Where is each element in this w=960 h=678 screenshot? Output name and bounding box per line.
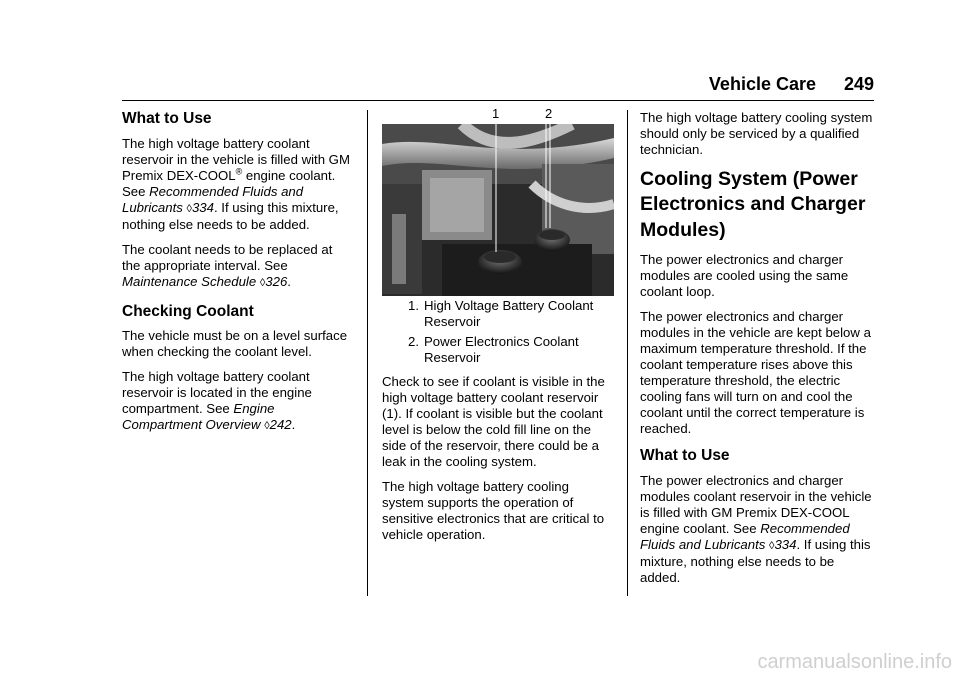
paragraph-temperature-threshold: The power electronics and charger modules in the vehicle are kept below a maximum temperature threshold. If the coolant temperature rises above this temperature threshold, the electric cooling fans will turn on and cool the coolant until the correct temperature is reached. xyxy=(640,309,871,437)
paragraph-replace-interval: The coolant needs to be replaced at the appropriate interval. See Maintenance Schedule ◊326. xyxy=(122,241,333,289)
page-footer xyxy=(0,651,960,678)
paragraph-level-surface: The vehicle must be on a level surface when checking the coolant level. xyxy=(122,328,348,360)
column-divider-1 xyxy=(367,110,368,596)
callout-1-label: 1 xyxy=(492,106,500,121)
page-ref-arrow-icon: ◊ xyxy=(264,420,270,433)
page-ref-arrow-icon: ◊ xyxy=(186,202,192,215)
column-2 xyxy=(382,106,614,552)
paragraph-charger-reservoir: The power electronics and charger modules coolant reservoir in the vehicle is filled with GM Premix DEX-COOL engine coolant. See Recommended Fluids and Lubricants ◊334. If using this mixture, nothing else needs to be added. xyxy=(640,472,872,585)
paragraph-service-technician: The high voltage battery cooling system should only be serviced by a qualified technician. xyxy=(640,110,873,157)
section-title: Vehicle Care xyxy=(708,74,816,94)
paragraph-cooled-loop: The power electronics and charger modules are cooled using the same coolant loop. xyxy=(640,252,849,300)
paragraph-check-coolant: Check to see if coolant is visible in the high voltage battery coolant reservoir (1). If coolant is visible but the coolant level is below the cold fill line on the side of the reservoir, there could be a leak in the cooling system. xyxy=(382,374,605,469)
heading-cooling-system: Cooling System (Power Electronics and Charger Modules) xyxy=(640,168,866,241)
column-3 xyxy=(640,110,876,595)
engine-photo-illustration xyxy=(382,124,614,296)
page-number: 249 xyxy=(843,74,874,94)
link-engine-compartment[interactable]: Engine Compartment Overview ◊242 xyxy=(122,401,292,433)
heading-what-to-use-2: What to Use xyxy=(640,447,730,465)
callout-2-label: 2 xyxy=(545,106,553,121)
paragraph-coolant-reservoir: The high voltage battery coolant reservoir in the vehicle is filled with GM Premix DEX-COOL® engine coolant. See Recommended Fluids and Lubricants ◊334. If using this mixture, nothing else needs to be added. xyxy=(122,135,350,232)
link-maintenance-schedule[interactable]: Maintenance Schedule ◊326 xyxy=(122,273,288,289)
column-divider-2 xyxy=(627,110,628,596)
page-header xyxy=(122,66,874,101)
link-recommended-fluids-2[interactable]: Recommended Fluids and Lubricants ◊334 xyxy=(640,520,850,552)
link-recommended-fluids[interactable]: Recommended Fluids and Lubricants ◊334 xyxy=(122,183,304,215)
engine-photo-figure xyxy=(382,106,614,298)
watermark: carmanualsonline.info xyxy=(757,651,952,673)
paragraph-reservoir-location: The high voltage battery coolant reservoir is located in the engine compartment. See Engine Compartment Overview ◊242. xyxy=(122,369,312,433)
paragraph-cooling-system: The high voltage battery cooling system supports the operation of sensitive electronics that are critical to vehicle operation. xyxy=(382,479,605,542)
callout-list xyxy=(382,298,614,366)
list-item: 2. Power Electronics Coolant Reservoir xyxy=(408,334,579,365)
list-item: 1. High Voltage Battery Coolant Reservoir xyxy=(408,298,594,329)
page-ref-arrow-icon: ◊ xyxy=(769,539,775,552)
page-ref-arrow-icon: ◊ xyxy=(259,276,266,289)
column-1 xyxy=(122,110,350,443)
heading-checking-coolant: Checking Coolant xyxy=(122,302,254,320)
engine-compartment-photo xyxy=(382,124,614,296)
heading-what-to-use: What to Use xyxy=(122,110,212,127)
